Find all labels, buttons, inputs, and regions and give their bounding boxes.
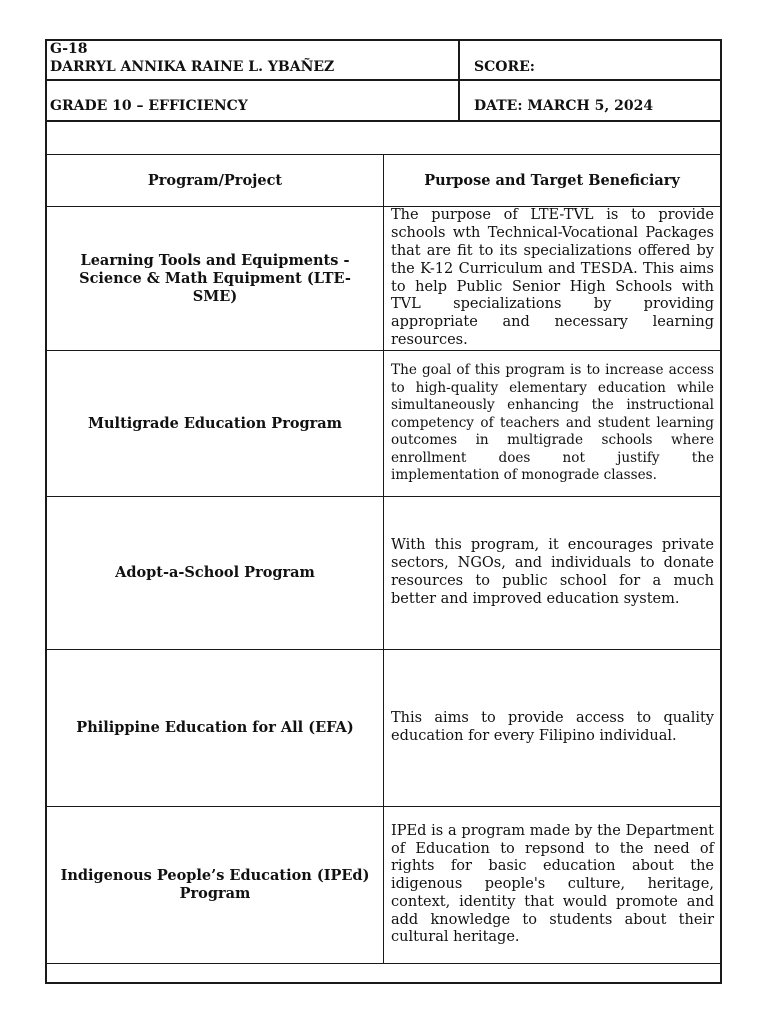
purpose-text: With this program, it encourages private sectors, NGOs, and individuals to donate resources to public school for a much better and improved education system. xyxy=(391,537,714,607)
student-name: DARRYL ANNIKA RAINE L. YBAÑEZ xyxy=(50,59,335,75)
purpose-text: The purpose of LTE-TVL is to provide schools wth Technical-Vocational Packages that are fit to its specializations offered by the K-12 Curriculum and TESDA. This aims to help Public Senior High Schools with TVL specializations by providing appropriate and necessary learning resources. xyxy=(391,207,714,348)
header-column-divider xyxy=(458,39,460,121)
table-row-purpose xyxy=(384,807,720,963)
table-row-purpose xyxy=(384,207,720,350)
header-divider-1 xyxy=(45,79,722,81)
header-divider-2 xyxy=(45,120,722,122)
table-row-program: Learning Tools and Equipments - Science & Math Equipment (LTE-SME) xyxy=(79,251,351,305)
table-row-program: Multigrade Education Program xyxy=(87,414,343,432)
table-row-purpose xyxy=(384,650,720,806)
group-label: G-18 xyxy=(50,41,88,57)
table-row-program: Indigenous People’s Education (IPEd) Program xyxy=(60,867,370,902)
purpose-text: This aims to provide access to quality education for every Filipino individual. xyxy=(391,710,714,744)
grade-section: GRADE 10 – EFFICIENCY xyxy=(50,98,248,114)
purpose-text: The goal of this program is to increase access to high-quality elementary education while simultaneously enhancing the instructional competency of teachers and student learning outcomes in multigrade schools where enrollment does not justify the implementation of monograde classes. xyxy=(391,361,714,484)
purpose-text: IPEd is a program made by the Department of Education to repsond to the need of rights for basic education about the idigenous people's culture, heritage, context, identity that would promote and add knowledge to students about their cultural heritage. xyxy=(391,822,714,946)
column-header-program: Program/Project xyxy=(147,172,283,189)
score-label: SCORE: xyxy=(474,59,535,75)
column-header-purpose: Purpose and Target Beneficiary xyxy=(424,172,680,189)
table-row-purpose xyxy=(384,497,720,649)
table-row-program: Philippine Education for All (EFA) xyxy=(76,719,354,736)
date-label: DATE: MARCH 5, 2024 xyxy=(474,98,654,114)
table-row-program: Adopt-a-School Program xyxy=(115,564,315,581)
table-row-purpose xyxy=(384,351,720,496)
